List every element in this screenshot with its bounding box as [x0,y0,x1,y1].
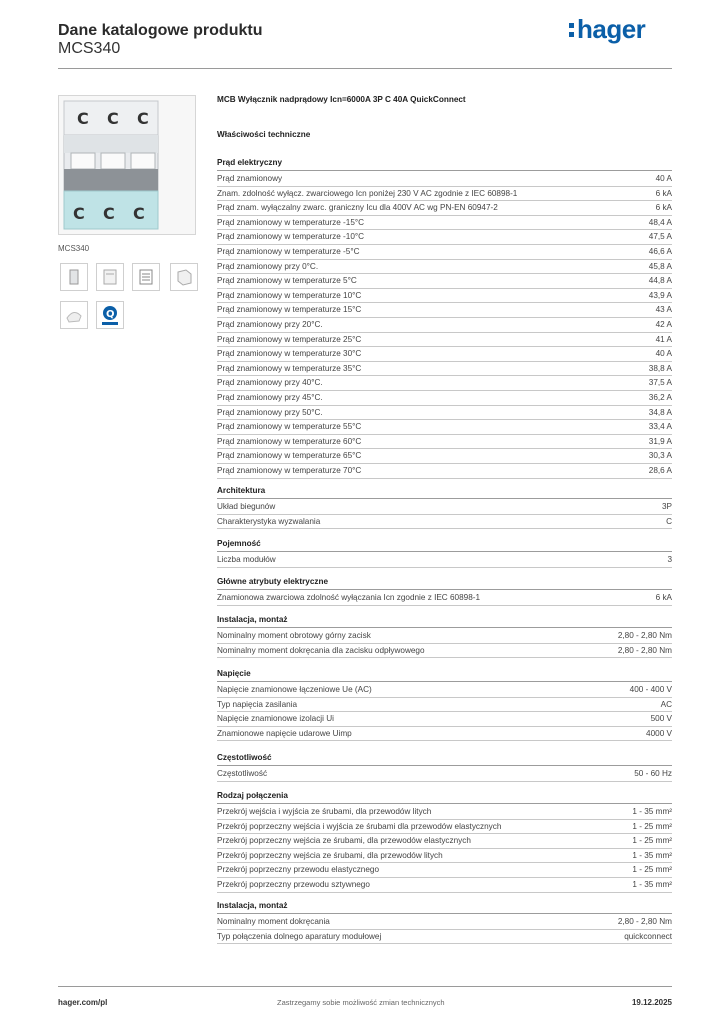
spec-label: Przekrój poprzeczny przewodu elastycznego [217,865,380,875]
spec-label: Prąd znamionowy w temperaturze -10°C [217,232,365,242]
spec-value: 1 - 25 mm² [632,865,672,875]
section-title: Prąd elektryczny [217,157,672,171]
spec-value: 2,80 - 2,80 Nm [617,631,672,640]
spec-label: Przekrój poprzeczny przewodu sztywnego [217,880,370,889]
spec-value: 1 - 35 mm² [632,850,672,860]
spec-row [217,406,672,421]
spec-row [217,515,672,530]
spec-label: Przekrój poprzeczny wejścia ze śrubami, dla przewodów elastycznych [217,836,471,846]
spec-row [217,245,672,260]
spec-value: 41 A [655,334,672,344]
spec-label: Prąd znamionowy w temperaturze 35°C [217,363,362,373]
spec-label: Układ biegunów [217,502,276,511]
spec-row [217,727,672,742]
spec-label: Prąd znamionowy w temperaturze 5°C [217,276,357,286]
spec-value: 1 - 25 mm² [632,836,672,846]
spec-row [217,683,672,698]
3d-view-icon[interactable] [170,263,198,291]
spec-value: 40 A [655,349,672,359]
quickconnect-logo-icon[interactable] [96,301,124,329]
spec-label: Prąd znamionowy przy 0°C. [217,261,319,271]
spec-row [217,644,672,659]
spec-row [217,805,672,820]
spec-value: 6 kA [655,203,672,213]
footer-website-link[interactable]: hager.com/pl [58,998,108,1007]
spec-row [217,698,672,713]
spec-row [217,347,672,362]
spec-label: Prąd znamionowy w temperaturze 30°C [217,349,362,359]
spec-row [217,216,672,231]
spec-row [217,930,672,945]
svg-text:Q: Q [106,309,115,320]
spec-label: Nominalny moment dokręcania [217,917,330,926]
spec-row [217,362,672,377]
spec-value: 50 - 60 Hz [634,769,672,778]
spec-row [217,849,672,864]
spec-row [217,629,672,644]
spec-value: 3 [667,555,672,564]
section-title: Napięcie [217,668,672,682]
spec-label: Przekrój poprzeczny wejścia i wyjścia ze śrubami dla przewodów elastycznych [217,821,502,831]
spec-label: Znamionowe napięcie udarowe Uimp [217,728,352,738]
spec-value: 3P [661,502,672,511]
spec-row [217,201,672,216]
spec-label: Prąd znam. wyłączalny zwarc. graniczny Icu dla 400V AC wg PN-EN 60947-2 [217,203,498,213]
side-view-icon[interactable] [96,263,124,291]
spec-row [217,187,672,202]
spec-label: Typ napięcia zasilania [217,699,298,709]
spec-label: Przekrój poprzeczny wejścia ze śrubami, dla przewodów litych [217,850,443,860]
technical-properties-heading: Właściwości techniczne [217,130,311,139]
spec-label: Nominalny moment obrotowy górny zacisk [217,631,371,640]
section-title: Pojemność [217,538,672,552]
spec-label: Przekrój wejścia i wyjścia ze śrubami, dla przewodów litych [217,807,432,816]
spec-row [217,260,672,275]
svg-text:C: C [133,204,145,223]
spec-label: Prąd znamionowy w temperaturze 10°C [217,290,362,300]
spec-value: quickconnect [624,931,672,941]
spec-value: 6 kA [655,188,672,198]
footer-disclaimer: Zastrzegamy sobie możliwość zmian technicznych [277,998,445,1007]
spec-value: 45,8 A [648,261,672,271]
spec-label: Prąd znamionowy przy 20°C. [217,320,323,329]
spec-value: 36,2 A [648,393,672,402]
spec-row [217,420,672,435]
spec-label: Znam. zdolność wyłącz. zwarciowego Icn poniżej 230 V AC zgodnie z IEC 60898-1 [217,188,518,198]
section-title: Instalacja, montaż [217,900,672,914]
spec-value: 43,9 A [648,290,672,300]
spec-row [217,591,672,606]
spec-label: Prąd znamionowy w temperaturze 25°C [217,334,362,344]
spec-row [217,435,672,450]
spec-row [217,230,672,245]
spec-row [217,553,672,568]
spec-row [217,333,672,348]
spec-label: Prąd znamionowy [217,174,283,183]
spec-row [217,391,672,406]
svg-text:C: C [107,109,119,128]
spec-label: Prąd znamionowy w temperaturze 60°C [217,436,362,446]
image-caption: MCS340 [58,244,90,253]
spec-value: 34,8 A [648,407,672,417]
spec-label: Prąd znamionowy w temperaturze 55°C [217,422,362,432]
spec-row [217,915,672,930]
section-title: Instalacja, montaż [217,614,672,628]
breaker-illustration-icon [59,96,195,234]
spec-row [217,878,672,893]
spec-value: 1 - 25 mm² [632,821,672,831]
spec-label: Prąd znamionowy przy 45°C. [217,393,323,402]
spec-value: 6 kA [655,593,672,602]
hager-logo[interactable] [569,16,665,46]
page-title: Dane katalogowe produktu [58,22,263,39]
header-divider [58,68,672,69]
front-view-icon[interactable] [60,263,88,291]
spec-label: Napięcie znamionowe izolacji Ui [217,714,334,724]
spec-row [217,834,672,849]
spec-value: 46,6 A [648,247,672,256]
spec-label: Napięcie znamionowe łączeniowe Ue (AC) [217,685,372,694]
spec-value: 500 V [650,714,672,724]
footer-date: 19.12.2025 [631,998,672,1007]
spec-label: Prąd znamionowy w temperaturze -15°C [217,217,365,227]
spec-value: 400 - 400 V [629,685,672,694]
logo-dots-icon [569,23,575,41]
spec-row [217,449,672,464]
section-title: Częstotliwość [217,752,672,766]
spec-row [217,820,672,835]
spec-row [217,274,672,289]
spec-row [217,303,672,318]
product-code: MCS340 [58,40,121,57]
footer-divider [58,986,672,987]
spec-value: 48,4 A [648,217,672,227]
spec-row [217,376,672,391]
spec-value: 38,8 A [648,363,672,373]
spec-row [217,500,672,515]
section-title: Rodzaj połączenia [217,790,672,804]
spec-row [217,863,672,878]
spec-label: Charakterystyka wyzwalania [217,516,321,526]
spec-label: Liczba modułów [217,555,276,564]
spec-value: 2,80 - 2,80 Nm [617,917,672,926]
section-title: Główne atrybuty elektryczne [217,576,672,590]
wiring-icon[interactable] [60,301,88,329]
spec-row [217,172,672,187]
spec-label: Prąd znamionowy w temperaturze 65°C [217,451,362,461]
spec-value: AC [660,699,672,709]
svg-text:C: C [103,204,115,223]
spec-value: C [666,516,672,526]
brand-name: hager [577,14,646,44]
spec-label: Prąd znamionowy przy 40°C. [217,378,323,388]
svg-text:C: C [77,109,89,128]
spec-label: Typ połączenia dolnego aparatury modułowej [217,931,382,941]
spec-value: 44,8 A [648,276,672,286]
svg-text:C: C [137,109,149,128]
spec-value: 33,4 A [648,422,672,432]
spec-value: 47,5 A [648,232,672,242]
spec-value: 4000 V [646,728,672,738]
spec-label: Prąd znamionowy w temperaturze 70°C [217,466,362,475]
spec-label: Prąd znamionowy w temperaturze -5°C [217,247,360,256]
spec-value: 40 A [655,174,672,183]
spec-value: 43 A [655,305,672,315]
spec-label: Znamionowa zwarciowa zdolność wyłączania Icn zgodnie z IEC 60898-1 [217,593,481,602]
spec-value: 31,9 A [648,436,672,446]
spec-label: Częstotliwość [217,769,268,778]
spec-value: 1 - 35 mm² [632,807,672,816]
spec-value: 2,80 - 2,80 Nm [617,645,672,655]
spec-row [217,712,672,727]
spec-label: Prąd znamionowy przy 50°C. [217,407,323,417]
spec-value: 28,6 A [648,466,672,475]
spec-value: 37,5 A [648,378,672,388]
section-title: Architektura [217,485,672,499]
product-image[interactable] [58,95,196,235]
spec-value: 1 - 35 mm² [632,880,672,889]
spec-row [217,464,672,479]
spec-label: Prąd znamionowy w temperaturze 15°C [217,305,362,315]
spec-row [217,318,672,333]
spec-value: 42 A [655,320,672,329]
dimension-drawing-icon[interactable] [132,263,160,291]
spec-row [217,767,672,782]
spec-row [217,289,672,304]
product-name: MCB Wyłącznik nadprądowy Icn=6000A 3P C 40A QuickConnect [217,95,466,104]
spec-value: 30,3 A [648,451,672,461]
spec-label: Nominalny moment dokręcania dla zacisku odpływowego [217,645,425,655]
svg-text:C: C [73,204,85,223]
